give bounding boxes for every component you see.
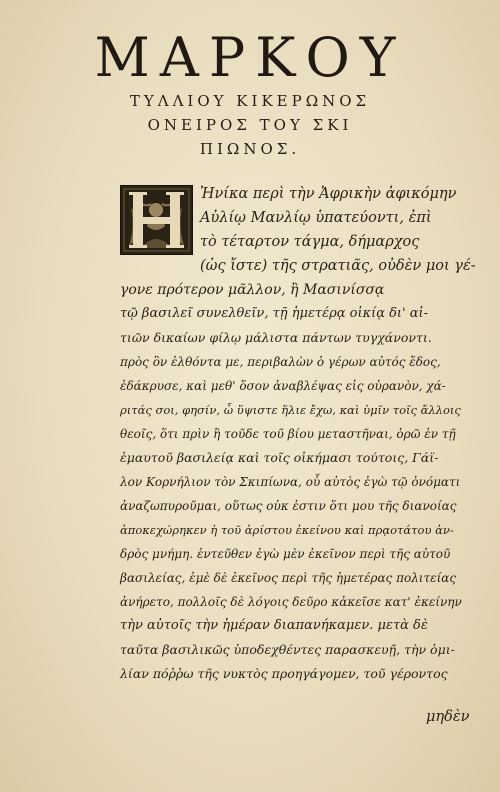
body-line-4: (ὡς ἴστε) τῆς στρατιᾶς, οὐδὲν μοι γέ- — [200, 258, 476, 274]
body-line-8: πρὸς ὃν ἐλθόντα με, περιβαλὼν ὁ γέρων αὐτός ἔδος, — [120, 355, 441, 369]
body-line-16: δρὸς μνήμη. ἐντεῦθεν ἐγὼ μὲν ἐκεῖνον περὶ τῆς αὐτοῦ — [120, 547, 451, 561]
body-line-7: τιῶν δικαίων φίλῳ μάλιστα πάντων τυγχάνοντι. — [120, 330, 432, 345]
body-line-11: θεοῖς, ὅτι πρὶν ἢ τοῦδε τοῦ βίου μεταστῆναι, ὁρῶ ἐν τῇ — [120, 427, 456, 441]
catchword: μηδὲν — [426, 709, 470, 725]
subtitle-line-1: ΤΥΛΛΙΟΥ ΚΙΚΕΡΩΝΟΣ — [129, 92, 371, 110]
page-title: ΜΑΡΚΟΥ — [94, 26, 406, 89]
body-line-3: τὸ τέταρτον τάγμα, δήμαρχος — [200, 234, 420, 250]
body-line-1: Ἠνίκα περὶ τὴν Ἀφρικὴν ἀφικόμην — [200, 186, 457, 202]
body-line-15: ἀποκεχώρηκεν ἡ τοῦ ἀρίστου ἐκείνου καὶ πρᾳοτάτου ἀν- — [120, 523, 454, 537]
body-line-14: ἀναζωπυροῦμαι, οὕτως οὐκ ἐστιν ὅτι μου τῆς διανοίας — [120, 499, 457, 513]
body-line-20: ταῦτα βασιλικῶς ὑποδεχθέντες παρασκευῇ, τὴν ὁμι- — [120, 642, 455, 657]
body-line-2: Αὐλίῳ Μανλίῳ ὑπατεύοντι, ἐπὶ — [200, 210, 432, 226]
decorated-initial-eta-icon — [120, 185, 193, 255]
body-line-9: ἐδάκρυσε, καὶ μεθ' ὅσον ἀναβλέψας εἰς οὐρανὸν, χά- — [120, 379, 446, 393]
body-line-6: τῷ βασιλεῖ συνελθεῖν, τῇ ἡμετέρᾳ οἰκίᾳ δι' αἰ- — [120, 306, 429, 321]
body-line-5: γονε πρότερον μᾶλλον, ἢ Μασινίσσᾳ — [120, 282, 385, 298]
body-line-17: βασιλείας, ἐμὲ δὲ ἐκεῖνος περὶ τῆς ἡμετέρας πολιτείας — [120, 571, 457, 585]
body-line-19: τὴν αὐτοῖς τὴν ἡμέραν διαπανήκαμεν. μετὰ δὲ — [120, 618, 428, 633]
body-line-18: ἀνήρετο, πολλοῖς δὲ λόγοις δεῦρο κἀκεῖσε κατ' ἐκείνην — [120, 595, 462, 609]
subtitle-line-2: ΟΝΕΙΡΟΣ ΤΟΥ ΣΚΙ — [147, 116, 353, 134]
body-line-10: ριτάς σοι, φησίν, ὦ ὕψιστε ἥλιε ἔχω, καὶ ὑμῖν τοῖς ἄλλοις — [120, 403, 461, 417]
body-line-13: λον Κορνήλιον τὸν Σκιπίωνα, οὗ αὐτὸς ἐγὼ τῷ ὀνόματι — [120, 475, 461, 489]
body-line-21: λίαν πόῤῥω τῆς νυκτὸς προηγάγομεν, τοῦ γέροντος — [120, 666, 448, 681]
body-line-12: ἐμαυτοῦ βασιλείᾳ καὶ τοῖς οἰκήμασι τούτοις, Γάϊ- — [120, 450, 439, 465]
subtitle-line-3: ΠΙΩΝΟΣ. — [199, 140, 301, 158]
